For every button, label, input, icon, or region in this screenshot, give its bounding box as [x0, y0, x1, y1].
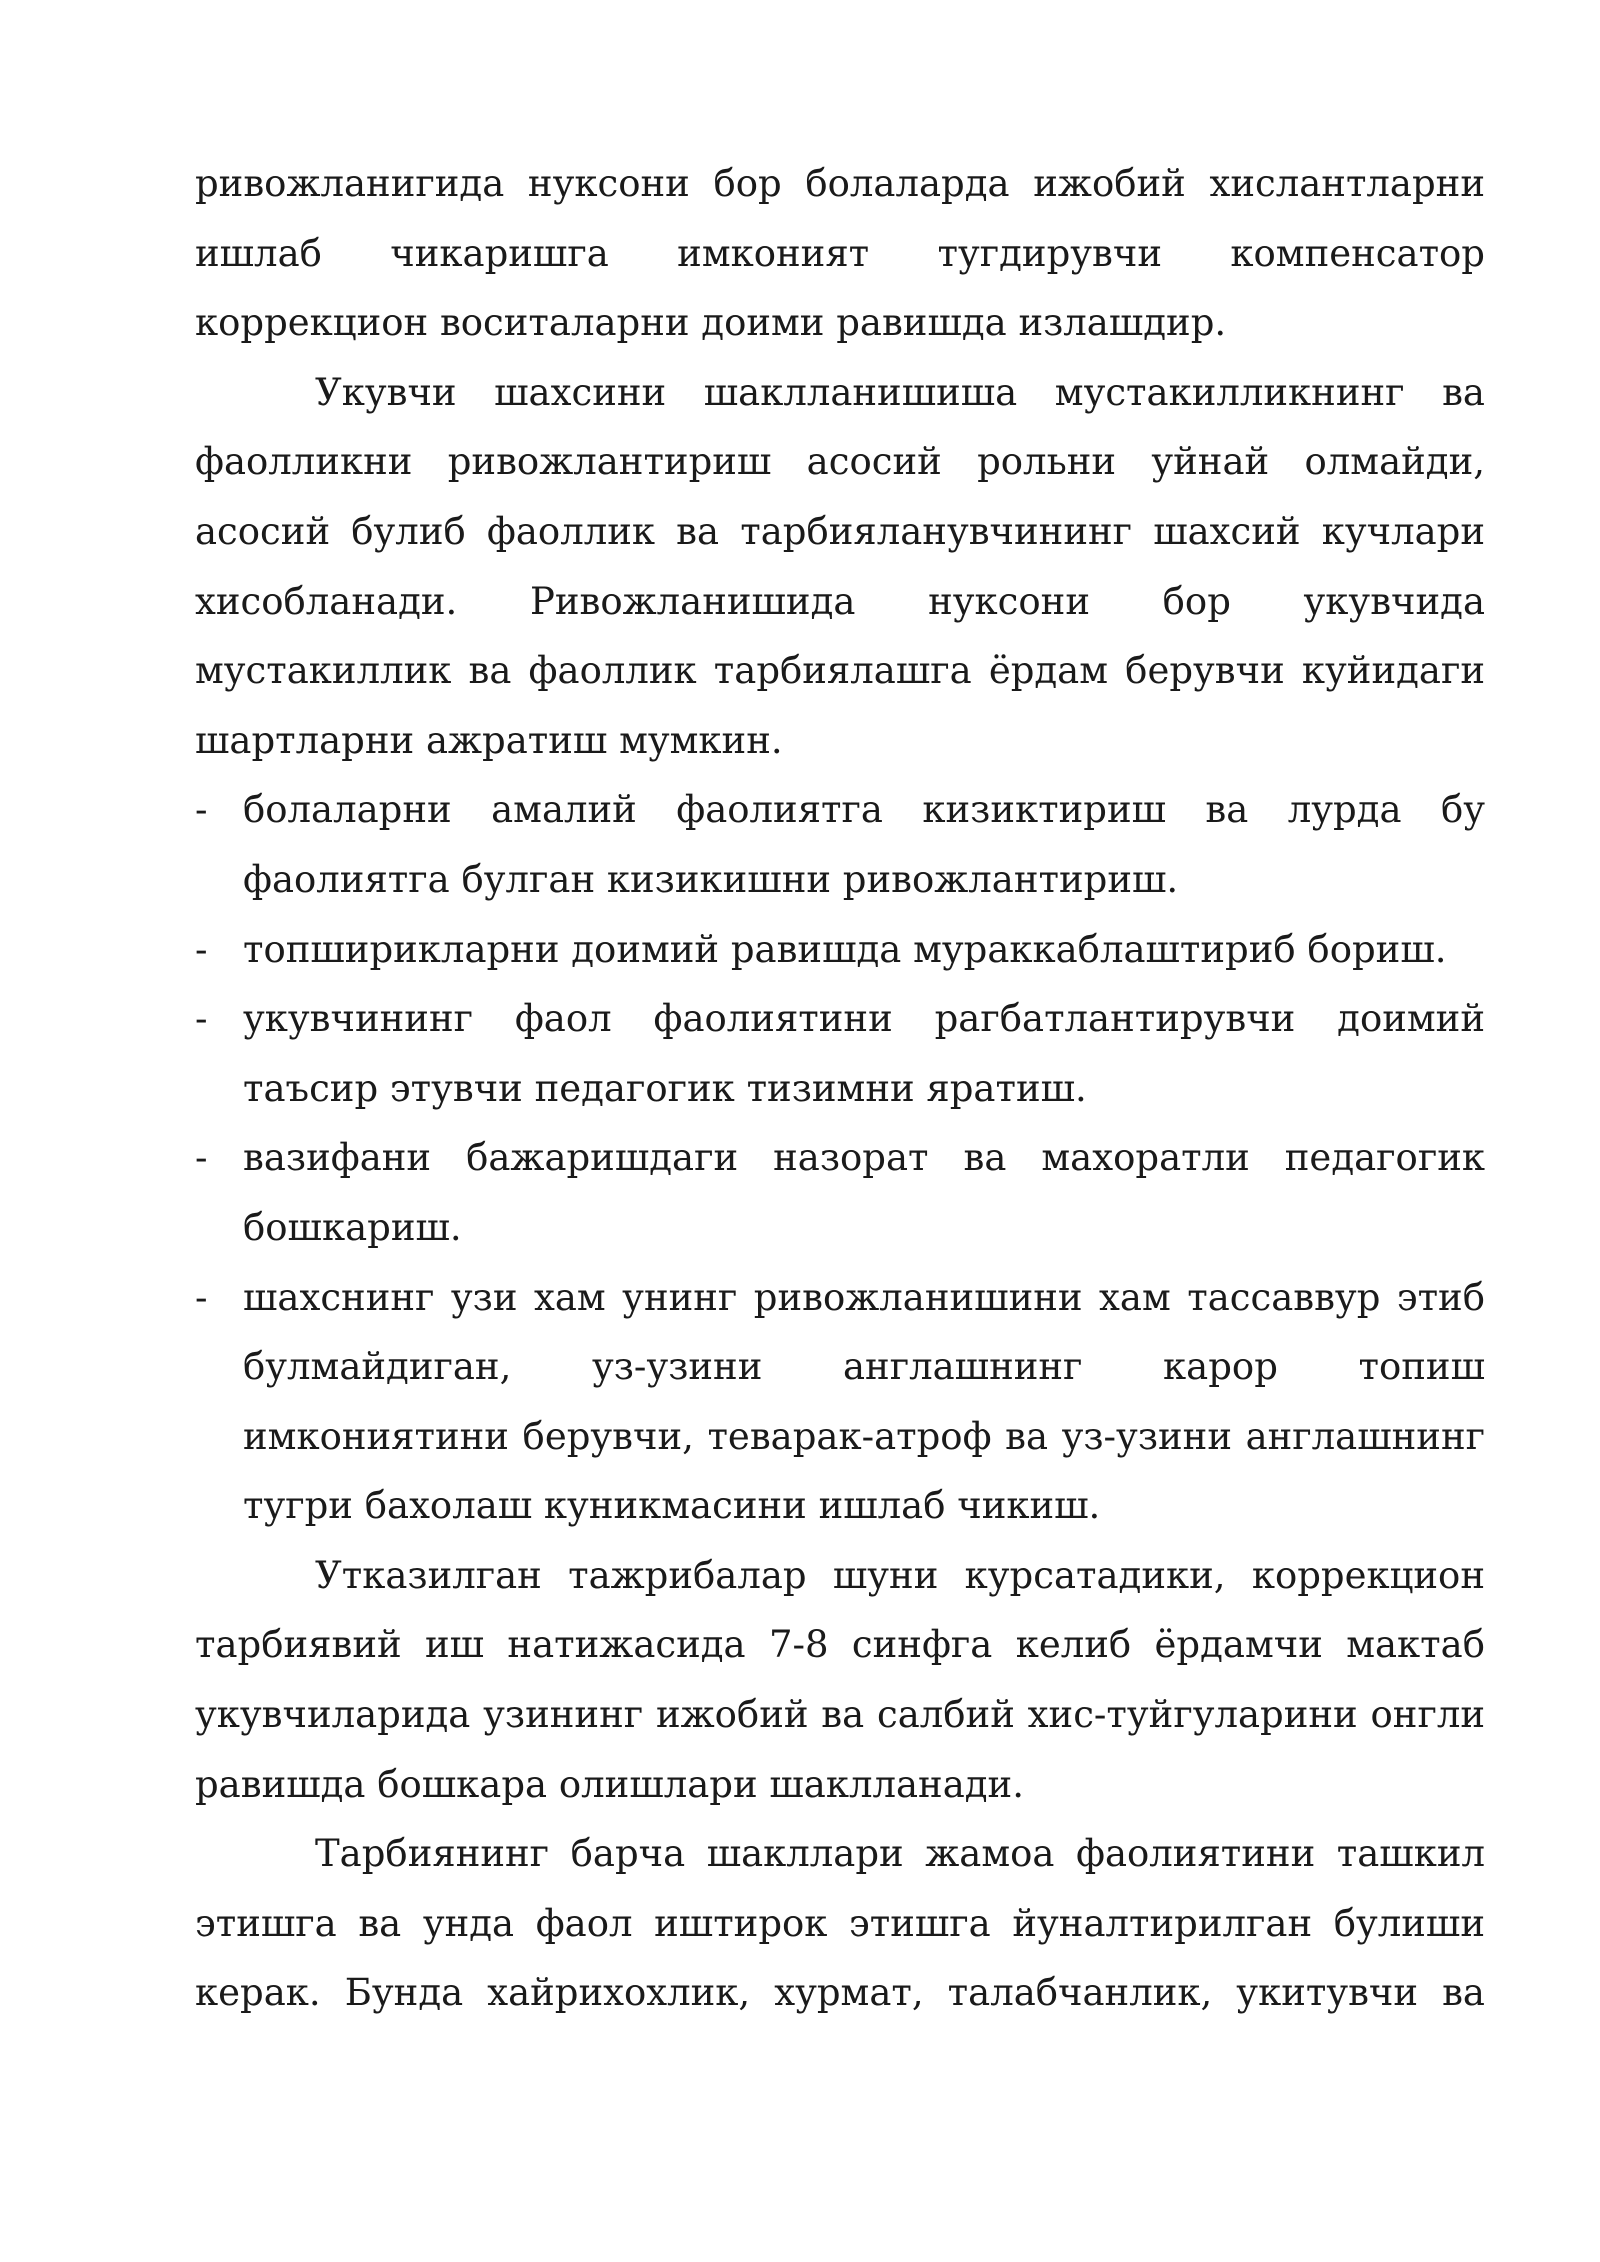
list-bullet: - — [195, 997, 208, 1041]
list-item — [195, 1263, 1485, 1541]
document-body — [195, 149, 1485, 2028]
list-item — [195, 775, 1485, 914]
list-item — [195, 1123, 1485, 1262]
list-bullet: - — [195, 1136, 208, 1180]
list-item-text: вазифани бажаришдаги назорат ва махоратли педагогик бошкариш. — [243, 1136, 1485, 1249]
paragraph-experiment-results: Утказилган тажрибалар шуни курсатадики, коррекцион тарбиявий иш натижасида 7-8 синфга келиб ёрдамчи мактаб укувчиларида узининг ижобий ва салбий хис-туйгуларини онгли равишда бошкара олишлари шаклланади. — [195, 1553, 1485, 1806]
paragraph-continuation: ривожланигида нуксони бор болаларда ижобий хислантларни ишлаб чикаришга имконият тугдирувчи компенсатор коррекцион воситаларни доими равишда излашдир. — [195, 162, 1485, 345]
list-item-text: болаларни амалий фаолиятга кизиктириш ва лурда бу фаолиятга булган кизикишни ривожлантириш. — [243, 788, 1485, 901]
list-item-text: шахснинг узи хам унинг ривожланишини хам тассаввур этиб булмайдиган, уз-узини англашнинг карор топиш имкониятини берувчи, теварак-атроф ва уз-узини англашнинг тугри бахолаш куникмасини ишлаб чикиш. — [243, 1275, 1485, 1528]
list-item-text: топширикларни доимий равишда мураккаблаштириб бориш. — [243, 927, 1447, 971]
paragraph-education-forms: Тарбиянинг барча шакллари жамоа фаолиятини ташкил этишга ва унда фаол иштирок этишга йуналтирилган булиши керак. Бунда хайрихохлик, хурмат, талабчанлик, укитувчи ва — [195, 1832, 1485, 2015]
list-item — [195, 984, 1485, 1123]
list-item — [195, 915, 1485, 985]
conditions-list — [195, 775, 1485, 1541]
list-item-text: укувчининг фаол фаолиятини рагбатлантирувчи доимий таъсир этувчи педагогик тизимни яратиш. — [243, 997, 1485, 1110]
list-bullet: - — [195, 927, 208, 971]
paragraph-conditions-intro: Укувчи шахсини шаклланишиша мустакилликнинг ва фаолликни ривожлантириш асосий рольни уйнай олмайди, асосий булиб фаоллик ва тарбияланувчининг шахсий кучлари хисобланади. Ривожланишида нуксони бор укувчида мустакиллик ва фаоллик тарбиялашга ёрдам берувчи куйидаги шартларни ажратиш мумкин. — [195, 370, 1485, 762]
list-bullet: - — [195, 1275, 208, 1319]
list-bullet: - — [195, 788, 208, 832]
